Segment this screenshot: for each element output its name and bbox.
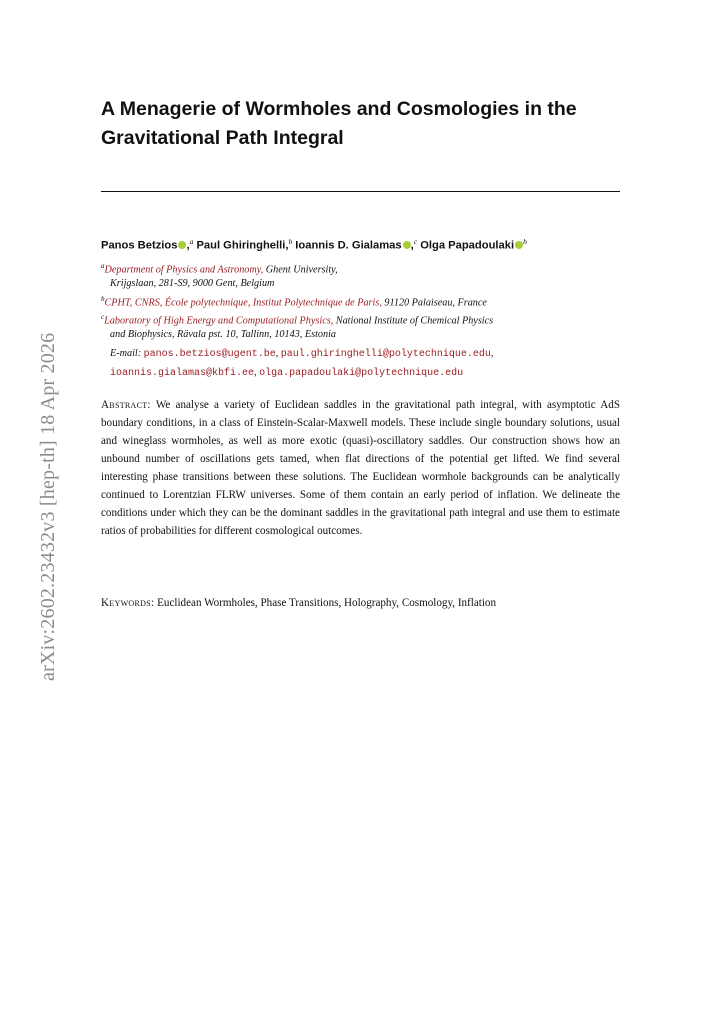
affil-link[interactable]: CPHT, CNRS, École polytechnique, Institut Polytechnique de Paris,	[104, 297, 382, 309]
affil-text: Krijgslaan, 281-S9, 9000 Gent, Belgium	[110, 278, 275, 290]
affil-mark: c	[413, 237, 418, 246]
orcid-icon[interactable]	[403, 241, 411, 249]
author-name: Ioannis D. Gialamas	[295, 239, 402, 252]
email-link[interactable]: olga.papadoulaki@polytechnique.edu	[259, 367, 464, 379]
affiliation-a	[101, 259, 641, 291]
title-rule	[101, 191, 620, 192]
affil-mark: b	[101, 295, 105, 303]
affiliation-b	[101, 292, 641, 310]
abstract-label: Abstract:	[101, 399, 151, 411]
affil-mark: a	[189, 237, 194, 246]
author-name: Olga Papadoulaki	[420, 239, 515, 252]
paper-title	[101, 95, 641, 153]
affil-link[interactable]: Laboratory of High Energy and Computational Physics,	[104, 315, 334, 327]
author-list: Panos Betzios ,$^a$ Paul Ghiringhelli,$^b$ Ioannis D. Gialamas ,$^c$ Olga Papadoulaki $^b$	[101, 237, 527, 252]
affil-link[interactable]: Department of Physics and Astronomy,	[104, 264, 264, 276]
affil-mark: c	[101, 313, 105, 321]
author-name: Paul Ghiringhelli	[196, 239, 286, 252]
abstract	[101, 396, 620, 540]
affil-mark: b	[288, 237, 293, 246]
abstract-text: We analyse a variety of Euclidean saddles in the gravitational path integral, with asymptotic AdS boundary conditions, in a class of Einstein-Scalar-Maxwell models. These include single boundary solutions, usual and wineglass wormholes, as well as more exotic (quasi)-oscillatory saddles. Our construction shows how an unbound number of oscillations gets tamed, when flat directions of the potential get lifted. We find several interesting phase transitions between these solutions. The Euclidean wormhole backgrounds can be analytically continued to Lorentzian FLRW universes. Some of them contain an early period of inflation. We delineate the conditions under which they can be the dominant saddles in the gravitational path integral and use them to estimate ratios of probabilities for different cosmological outcomes.	[101, 399, 620, 537]
orcid-icon[interactable]	[178, 241, 186, 249]
arxiv-sidebar	[24, 297, 59, 693]
title-line-2: Gravitational Path Integral	[101, 127, 344, 149]
affil-text: National Institute of Chemical Physics	[333, 315, 494, 327]
keywords	[101, 595, 641, 611]
email-link[interactable]: paul.ghiringhelli@polytechnique.edu	[280, 349, 491, 360]
orcid-icon[interactable]	[515, 241, 523, 249]
keywords-label: Keywords:	[101, 597, 155, 609]
affil-mark: b	[523, 237, 527, 246]
affil-text: 91120 Palaiseau, France	[381, 297, 487, 309]
title-line-1: A Menagerie of Wormholes and Cosmologies in the	[101, 98, 577, 120]
email-link[interactable]: ioannis.gialamas@kbfi.ee	[110, 367, 255, 379]
keywords-text: Euclidean Wormholes, Phase Transitions, Holography, Cosmology, Inflation	[157, 597, 497, 609]
email-link[interactable]: panos.betzios@ugent.be	[143, 349, 276, 360]
affil-text: and Biophysics, Rävala pst. 10, Tallinn, 10143, Estonia	[110, 329, 337, 341]
arxiv-identifier: arXiv:2602.23432v3 [hep-th] 18 Apr 2026	[37, 332, 59, 681]
email-block: E-mail: panos.betzios@ugent.be, paul.ghiringhelli@polytechnique.edu, ioannis.gialamas@kbfi.ee, olga.papadoulaki@polytechnique.edu	[110, 348, 494, 379]
author-name: Panos Betzios	[101, 239, 178, 252]
email-label: E-mail:	[110, 348, 142, 359]
affiliation-c	[101, 310, 641, 342]
affil-text: Ghent University,	[263, 264, 338, 276]
affil-mark: a	[101, 262, 105, 270]
